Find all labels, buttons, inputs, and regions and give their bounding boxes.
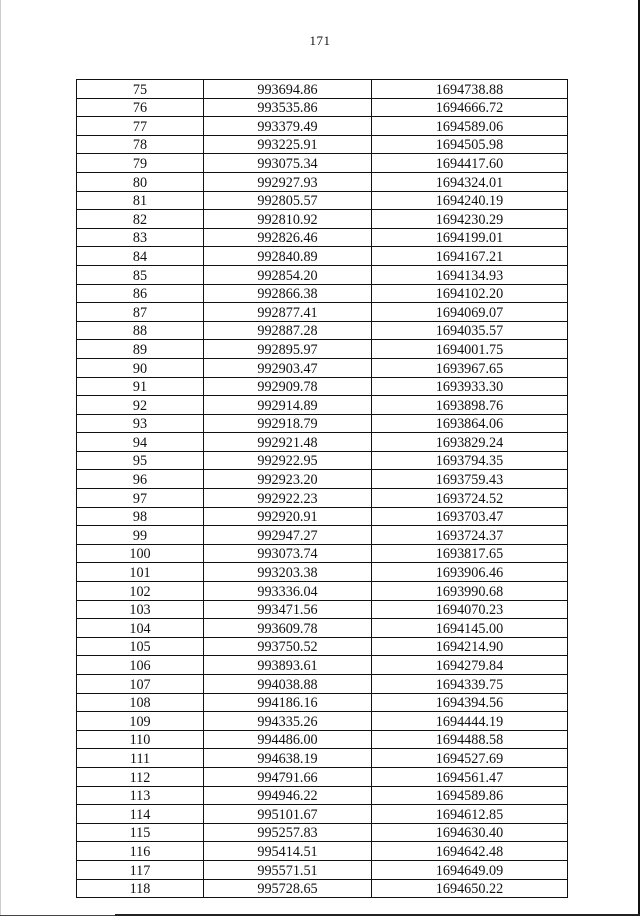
x-coordinate-cell: 994038.88 [204,675,372,694]
table-row [77,749,568,768]
table-row [77,247,568,266]
y-coordinate-cell: 1694527.69 [372,749,568,768]
point-number-cell: 110 [77,730,204,749]
table-row [77,396,568,415]
table-row [77,80,568,99]
x-coordinate-cell: 992877.41 [204,303,372,322]
table-row [77,489,568,508]
page-number: 171 [309,33,331,48]
point-number-cell: 113 [77,786,204,805]
y-coordinate-cell: 1694589.06 [372,117,568,136]
table-row [77,414,568,433]
table-row [77,265,568,284]
x-coordinate-cell: 992921.48 [204,433,372,452]
x-coordinate-cell: 993535.86 [204,98,372,117]
y-coordinate-cell: 1694488.58 [372,730,568,749]
table-row [77,172,568,191]
table-row [77,656,568,675]
point-number-cell: 81 [77,191,204,210]
x-coordinate-cell: 992826.46 [204,228,372,247]
table-row [77,451,568,470]
point-number-cell: 90 [77,358,204,377]
table-row [77,507,568,526]
table-row [77,693,568,712]
y-coordinate-cell: 1693933.30 [372,377,568,396]
point-number-cell: 99 [77,526,204,545]
point-number-cell: 107 [77,675,204,694]
x-coordinate-cell: 994186.16 [204,693,372,712]
point-number-cell: 101 [77,563,204,582]
y-coordinate-cell: 1693990.68 [372,582,568,601]
table-row [77,321,568,340]
x-coordinate-cell: 992923.20 [204,470,372,489]
point-number-cell: 86 [77,284,204,303]
y-coordinate-cell: 1694214.90 [372,637,568,656]
coordinates-table [76,79,568,898]
y-coordinate-cell: 1693724.52 [372,489,568,508]
table-row [77,135,568,154]
y-coordinate-cell: 1694642.48 [372,842,568,861]
y-coordinate-cell: 1694650.22 [372,879,568,898]
point-number-cell: 100 [77,544,204,563]
x-coordinate-cell: 995571.51 [204,860,372,879]
table-row [77,210,568,229]
point-number-cell: 93 [77,414,204,433]
point-number-cell: 106 [77,656,204,675]
x-coordinate-cell: 992922.95 [204,451,372,470]
x-coordinate-cell: 992805.57 [204,191,372,210]
table-row [77,563,568,582]
point-number-cell: 97 [77,489,204,508]
x-coordinate-cell: 992903.47 [204,358,372,377]
x-coordinate-cell: 992918.79 [204,414,372,433]
coordinates-table-body [77,80,568,898]
y-coordinate-cell: 1694199.01 [372,228,568,247]
point-number-cell: 105 [77,637,204,656]
x-coordinate-cell: 992920.91 [204,507,372,526]
table-row [77,117,568,136]
table-row [77,582,568,601]
y-coordinate-cell: 1694417.60 [372,154,568,173]
y-coordinate-cell: 1694070.23 [372,600,568,619]
y-coordinate-cell: 1693906.46 [372,563,568,582]
table-row [77,879,568,898]
table-row [77,805,568,824]
x-coordinate-cell: 994946.22 [204,786,372,805]
x-coordinate-cell: 992810.92 [204,210,372,229]
table-row [77,600,568,619]
table-row [77,470,568,489]
x-coordinate-cell: 993379.49 [204,117,372,136]
x-coordinate-cell: 992947.27 [204,526,372,545]
x-coordinate-cell: 995101.67 [204,805,372,824]
table-row [77,619,568,638]
y-coordinate-cell: 1693724.37 [372,526,568,545]
y-coordinate-cell: 1693898.76 [372,396,568,415]
y-coordinate-cell: 1693829.24 [372,433,568,452]
point-number-cell: 79 [77,154,204,173]
y-coordinate-cell: 1694001.75 [372,340,568,359]
y-coordinate-cell: 1693864.06 [372,414,568,433]
table-row [77,637,568,656]
x-coordinate-cell: 993750.52 [204,637,372,656]
x-coordinate-cell: 994335.26 [204,712,372,731]
y-coordinate-cell: 1694444.19 [372,712,568,731]
y-coordinate-cell: 1694279.84 [372,656,568,675]
point-number-cell: 98 [77,507,204,526]
x-coordinate-cell: 992909.78 [204,377,372,396]
y-coordinate-cell: 1693817.65 [372,544,568,563]
x-coordinate-cell: 993694.86 [204,80,372,99]
x-coordinate-cell: 992922.23 [204,489,372,508]
point-number-cell: 114 [77,805,204,824]
x-coordinate-cell: 992866.38 [204,284,372,303]
point-number-cell: 116 [77,842,204,861]
y-coordinate-cell: 1694505.98 [372,135,568,154]
point-number-cell: 78 [77,135,204,154]
point-number-cell: 108 [77,693,204,712]
table-row [77,377,568,396]
y-coordinate-cell: 1694167.21 [372,247,568,266]
y-coordinate-cell: 1693703.47 [372,507,568,526]
point-number-cell: 96 [77,470,204,489]
point-number-cell: 82 [77,210,204,229]
point-number-cell: 91 [77,377,204,396]
table-row [77,675,568,694]
x-coordinate-cell: 994486.00 [204,730,372,749]
y-coordinate-cell: 1694324.01 [372,172,568,191]
y-coordinate-cell: 1694230.29 [372,210,568,229]
x-coordinate-cell: 992840.89 [204,247,372,266]
table-row [77,712,568,731]
table-row [77,526,568,545]
point-number-cell: 117 [77,860,204,879]
point-number-cell: 104 [77,619,204,638]
y-coordinate-cell: 1694612.85 [372,805,568,824]
point-number-cell: 80 [77,172,204,191]
table-row [77,842,568,861]
point-number-cell: 88 [77,321,204,340]
point-number-cell: 83 [77,228,204,247]
point-number-cell: 94 [77,433,204,452]
y-coordinate-cell: 1694102.20 [372,284,568,303]
x-coordinate-cell: 992927.93 [204,172,372,191]
table-row [77,823,568,842]
table-row [77,340,568,359]
point-number-cell: 109 [77,712,204,731]
x-coordinate-cell: 992895.97 [204,340,372,359]
table-row [77,98,568,117]
y-coordinate-cell: 1694134.93 [372,265,568,284]
table-row [77,767,568,786]
x-coordinate-cell: 995414.51 [204,842,372,861]
x-coordinate-cell: 993336.04 [204,582,372,601]
x-coordinate-cell: 994791.66 [204,767,372,786]
point-number-cell: 77 [77,117,204,136]
point-number-cell: 92 [77,396,204,415]
point-number-cell: 87 [77,303,204,322]
y-coordinate-cell: 1694035.57 [372,321,568,340]
table-row [77,191,568,210]
x-coordinate-cell: 992854.20 [204,265,372,284]
table-row [77,358,568,377]
y-coordinate-cell: 1694339.75 [372,675,568,694]
y-coordinate-cell: 1694145.00 [372,619,568,638]
point-number-cell: 103 [77,600,204,619]
x-coordinate-cell: 995257.83 [204,823,372,842]
x-coordinate-cell: 993075.34 [204,154,372,173]
x-coordinate-cell: 993203.38 [204,563,372,582]
x-coordinate-cell: 995728.65 [204,879,372,898]
y-coordinate-cell: 1693794.35 [372,451,568,470]
y-coordinate-cell: 1693759.43 [372,470,568,489]
point-number-cell: 102 [77,582,204,601]
y-coordinate-cell: 1694589.86 [372,786,568,805]
table-row [77,786,568,805]
point-number-cell: 118 [77,879,204,898]
y-coordinate-cell: 1694394.56 [372,693,568,712]
y-coordinate-cell: 1693967.65 [372,358,568,377]
y-coordinate-cell: 1694069.07 [372,303,568,322]
table-row [77,303,568,322]
y-coordinate-cell: 1694666.72 [372,98,568,117]
x-coordinate-cell: 993073.74 [204,544,372,563]
point-number-cell: 111 [77,749,204,768]
point-number-cell: 95 [77,451,204,470]
x-coordinate-cell: 993609.78 [204,619,372,638]
page-bottom-rule [115,914,640,916]
point-number-cell: 85 [77,265,204,284]
point-number-cell: 76 [77,98,204,117]
table-row [77,433,568,452]
x-coordinate-cell: 992887.28 [204,321,372,340]
y-coordinate-cell: 1694240.19 [372,191,568,210]
x-coordinate-cell: 993893.61 [204,656,372,675]
y-coordinate-cell: 1694738.88 [372,80,568,99]
table-row [77,730,568,749]
x-coordinate-cell: 992914.89 [204,396,372,415]
point-number-cell: 112 [77,767,204,786]
table-row [77,544,568,563]
point-number-cell: 84 [77,247,204,266]
y-coordinate-cell: 1694561.47 [372,767,568,786]
table-row [77,284,568,303]
point-number-cell: 89 [77,340,204,359]
x-coordinate-cell: 993471.56 [204,600,372,619]
y-coordinate-cell: 1694630.40 [372,823,568,842]
table-row [77,228,568,247]
point-number-cell: 115 [77,823,204,842]
x-coordinate-cell: 994638.19 [204,749,372,768]
table-row [77,154,568,173]
x-coordinate-cell: 993225.91 [204,135,372,154]
table-row [77,860,568,879]
y-coordinate-cell: 1694649.09 [372,860,568,879]
point-number-cell: 75 [77,80,204,99]
